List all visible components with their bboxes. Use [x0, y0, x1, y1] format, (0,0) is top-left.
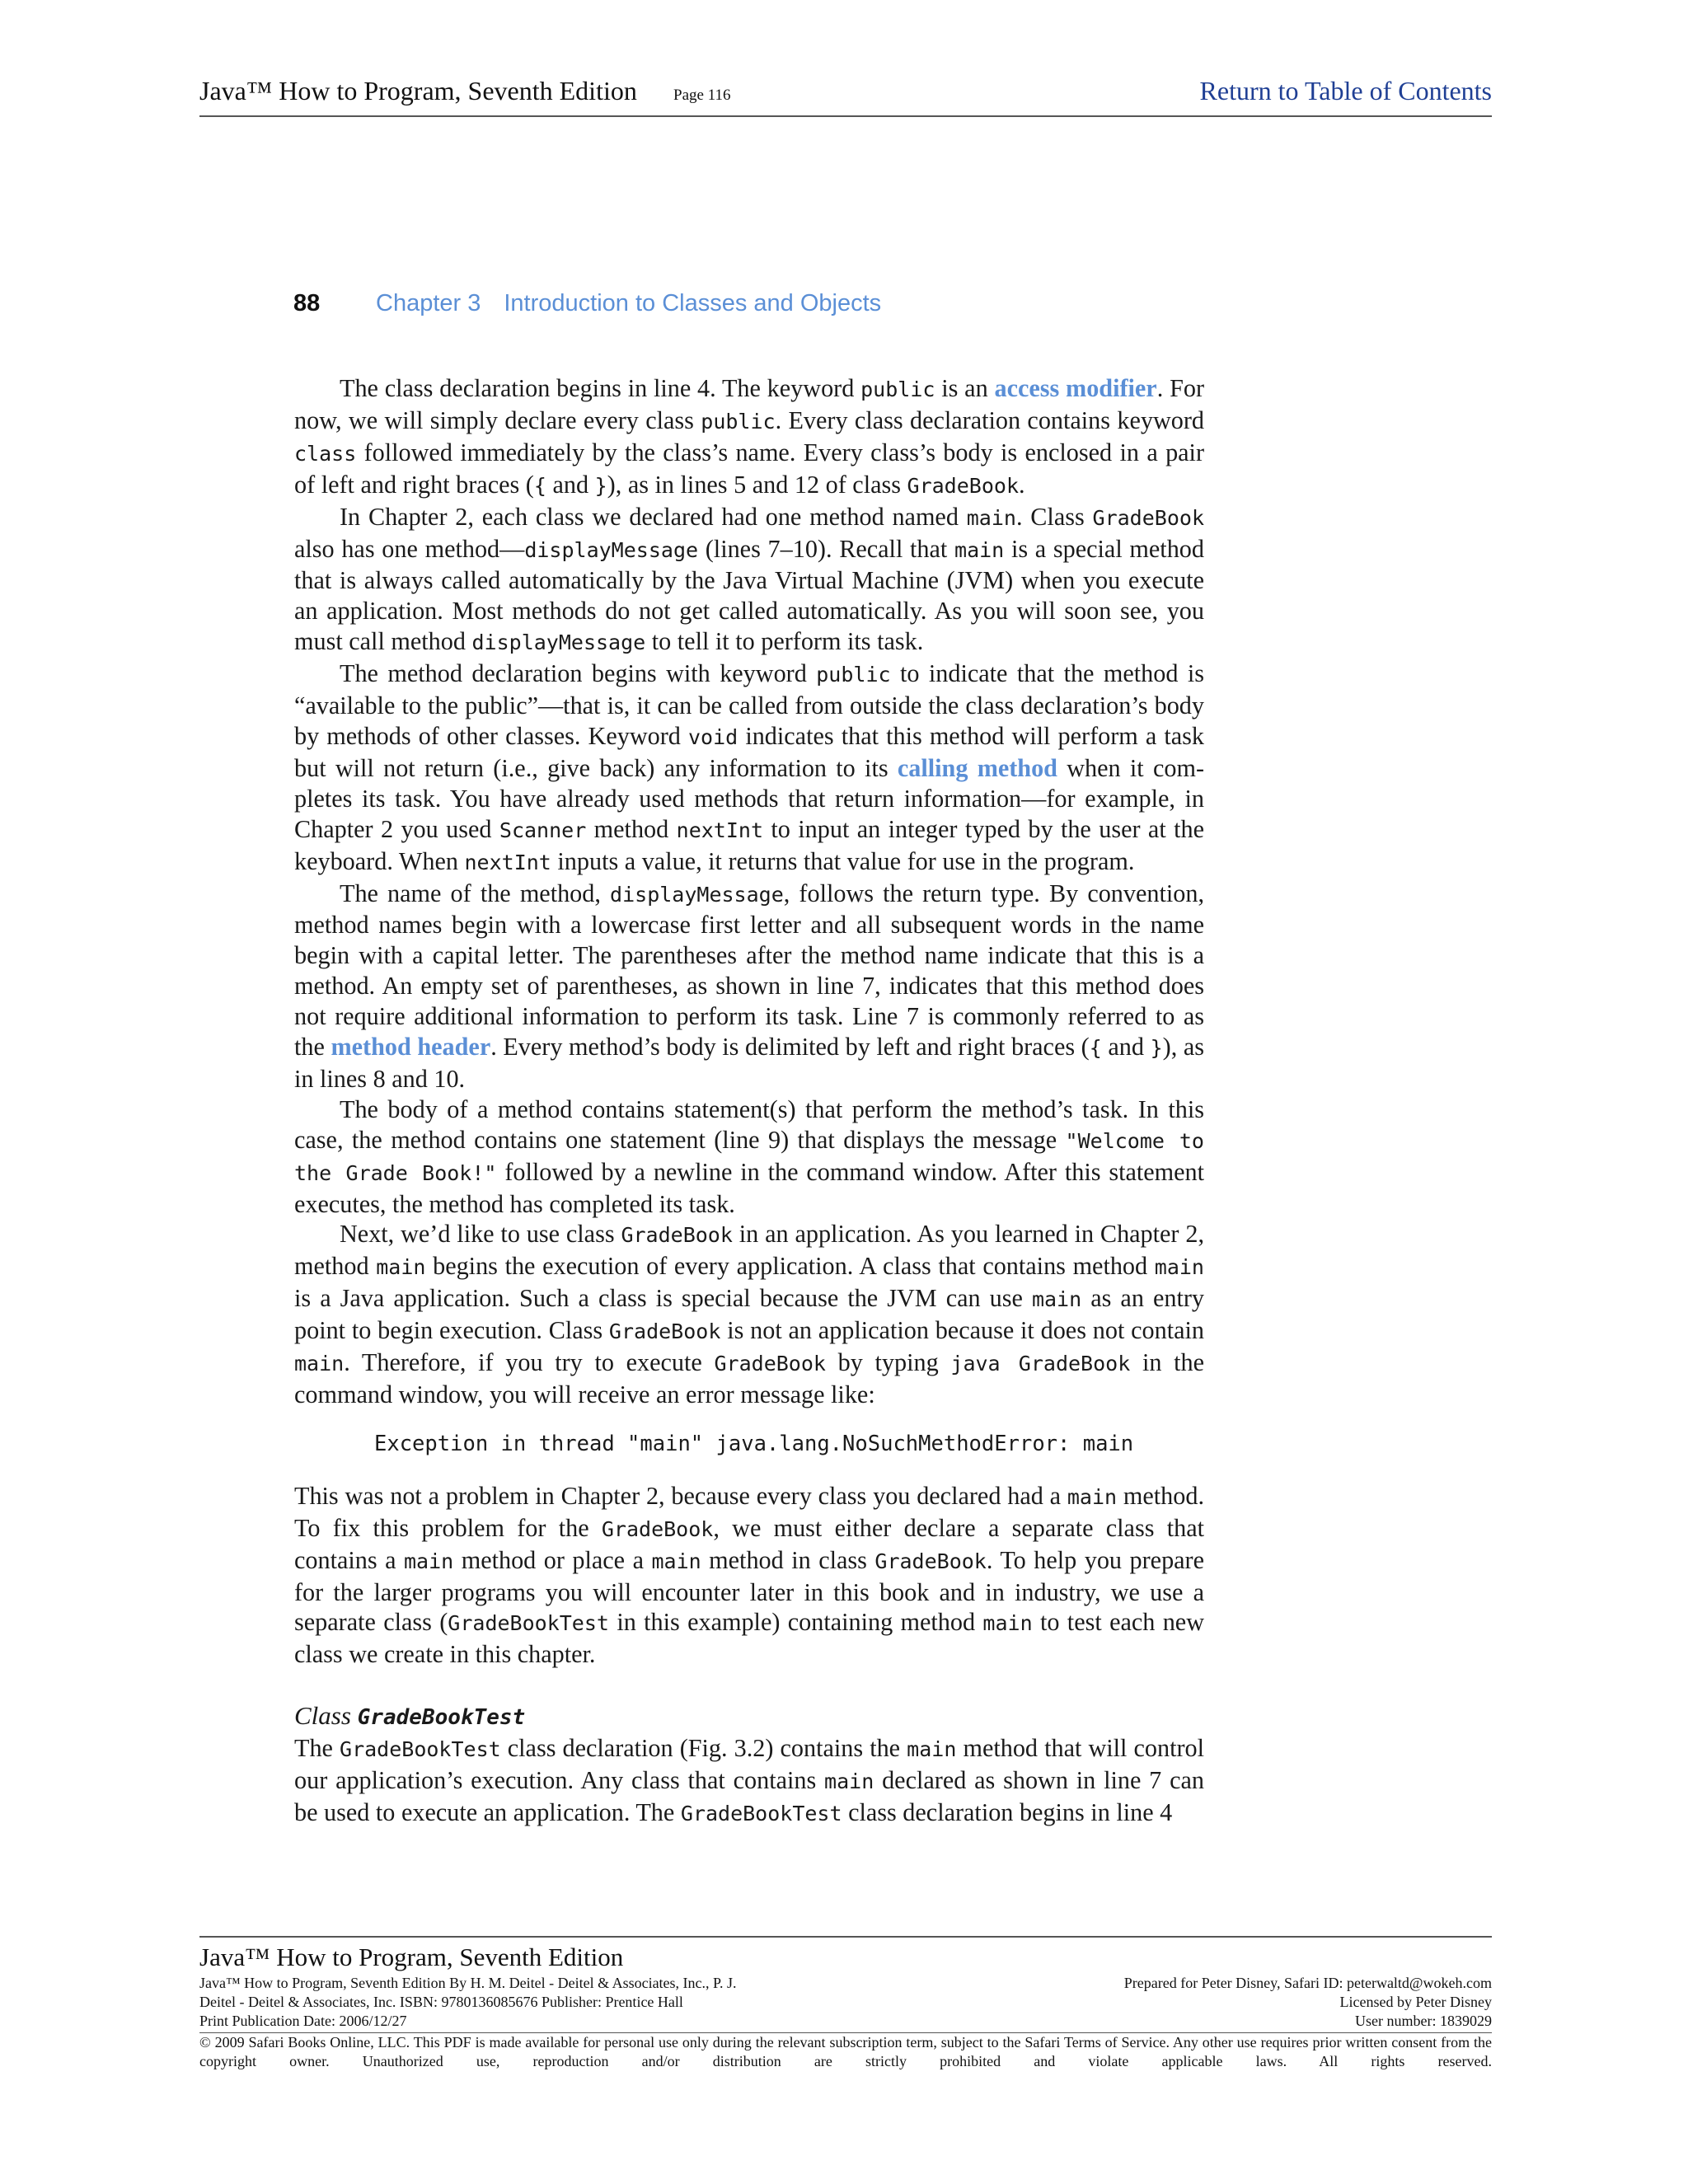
footer-meta-left: Print Publication Date: 2006/12/27	[199, 2013, 407, 2029]
inline-code: displayMessage	[471, 630, 646, 655]
inline-code: displayMessage	[610, 882, 784, 907]
key-term: method header	[331, 1033, 491, 1062]
footer-title: Java™ How to Program, Seventh Edition	[199, 1943, 624, 1971]
key-term: access modifier	[994, 374, 1157, 402]
inline-code: }	[594, 473, 607, 498]
body-text	[294, 373, 1204, 1830]
footer-meta-right: Prepared for Peter Disney, Safari ID: peterwaltd@wokeh.com	[1123, 1975, 1492, 1991]
paragraph: The class declaration begins in line 4. The keyword public is an access modifier. For now, we will simply declare every class public. Every class declaration contains keyword class followed immediately by the class’s name. Every class’s body is enclosed in a pair of left and right braces ({ and }), as in lines 5 and 12 of class GradeBook.	[294, 374, 1205, 499]
inline-code: public	[816, 663, 891, 687]
footer-meta-row	[199, 1974, 1492, 1993]
page-label: Page 116	[673, 87, 731, 104]
inline-code: main	[651, 1549, 701, 1573]
inline-code: nextInt	[464, 850, 551, 874]
inline-code: nextInt	[676, 818, 763, 842]
inline-code: {	[533, 473, 546, 498]
inline-code: GradeBookTest	[340, 1737, 501, 1762]
code-example: Exception in thread "main" java.lang.NoSuchMethodError: main	[374, 1431, 1134, 1456]
page-number: 88	[293, 290, 321, 316]
section-subheading	[294, 1701, 1204, 1733]
inline-code: java GradeBook	[950, 1352, 1131, 1376]
inline-code: displayMessage	[524, 537, 699, 562]
paragraph: Next, we’d like to use class GradeBook in an application. As you learned in Chapter 2, method main begins the execution of every application. A class that contains method main is a Java application. Such a class is special because the JVM can use main as an entry point to begin execution. Class GradeBook is not an application because it does not contain main. Therefore, if you try to execute GradeBook by typing java GradeBook in the command window, you will receive an error message like:	[294, 1220, 1205, 1408]
toc-link[interactable]: Return to Table of Contents	[1199, 76, 1492, 105]
inline-code: class	[294, 441, 357, 466]
key-term: calling method	[897, 753, 1057, 782]
inline-code: }	[1150, 1036, 1163, 1061]
book-title: Java™ How to Program, Seventh Edition	[199, 76, 637, 105]
inline-code: main	[1067, 1484, 1118, 1509]
inline-code: main	[982, 1611, 1033, 1636]
chapter-heading	[293, 290, 881, 323]
inline-code: main	[907, 1737, 957, 1762]
paragraph: The method declaration begins with keyword public to indicate that the method is “available to the public”—that is, it can be called from outside the class declaration’s body by methods of other classes. Keyword void indicates that this method will perform a task but will not return (i.e., give back) any information to its calling method when it completes its task. You have already used methods that return information—for example, in Chapter 2 you used Scanner method nextInt to input an integer typed by the user at the keyboard. When nextInt inputs a value, it returns that value for use in the program.	[294, 659, 1205, 875]
paragraph: This was not a problem in Chapter 2, because every class you declared had a main method. To fix this problem for the GradeBook, we must either declare a separate class that contains a main method or place a main method in class GradeBook. To help you prepare for the larger programs you will encounter later in this book and in industry, we use a separate class (GradeBookTest in this example) containing method main to test each new class we create in this chapter.	[294, 1481, 1205, 1669]
inline-code: public	[701, 409, 776, 434]
inline-code: void	[688, 724, 738, 749]
subheading-prefix: Class	[294, 1701, 351, 1731]
inline-code: main	[376, 1255, 426, 1280]
footer-meta-right: User number: 1839029	[1355, 2013, 1492, 2029]
copyright-notice: © 2009 Safari Books Online, LLC. This PDF is made available for personal use only during the relevant subscription term, subject to the Safari Terms of Service. Any other use requires prior written consent from the copyright owner. Unauthorized use, reproduction and/or distribution are strictly prohibited and violate applicable laws. All rights reserved.	[199, 2034, 1492, 2069]
footer-meta-left: Deitel - Deitel & Associates, Inc. ISBN: 9780136085676 Publisher: Prentice Hall	[199, 1994, 683, 2010]
inline-code: {	[1089, 1036, 1102, 1061]
paragraph: The name of the method, displayMessage, follows the return type. By convention, method names begin with a lowercase first letter and all subsequent words in the name begin with a capital letter. The parentheses after the method name indicate that this is a method. An empty set of parentheses, as shown in line 7, indicates that this method does not require additional information to perform its task. Line 7 is commonly referred to as the method header. Every method’s body is delimited by left and right braces ({ and }), as in lines 8 and 10.	[294, 879, 1204, 1093]
inline-code: GradeBook	[907, 473, 1019, 498]
inline-code: main	[1031, 1287, 1082, 1312]
inline-code: GradeBook	[601, 1516, 714, 1541]
inline-code: "Welcome to the Grade Book!"	[294, 1128, 1204, 1185]
inline-code: GradeBook	[714, 1352, 826, 1376]
footer-meta-right: Licensed by Peter Disney	[1339, 1994, 1492, 2010]
inline-code: main	[954, 537, 1005, 562]
inline-code: GradeBook	[1092, 505, 1204, 530]
inline-code: GradeBook	[608, 1319, 721, 1344]
page-header	[199, 76, 1492, 117]
inline-code: GradeBook	[874, 1549, 987, 1573]
inline-code: GradeBookTest	[680, 1801, 842, 1825]
paragraph: The body of a method contains statement(s) that perform the method’s task. In this case, the method contains one statement (line 9) that displays the message "Welcome to the Grade Book!" followed by a newline in the command window. After this statement executes, the method has completed its task.	[294, 1094, 1205, 1218]
inline-code: main	[966, 505, 1016, 530]
inline-code: public	[860, 377, 935, 401]
inline-code: main	[1154, 1255, 1204, 1280]
inline-code: main	[294, 1352, 345, 1376]
chapter-label: Chapter 3	[376, 290, 481, 316]
page-footer	[199, 1936, 1492, 2071]
inline-code: GradeBook	[621, 1223, 733, 1248]
paragraph: In Chapter 2, each class we declared had one method named main. Class GradeBook also has one method—displayMessage (lines 7–10). Recall that main is a special method that is always called automatically by the Java Virtual Machine (JVM) when you execute an application. Most methods do not get called automatically. As you will soon see, you must call method displayMessage to tell it to perform its task.	[294, 502, 1204, 656]
inline-code: main	[404, 1549, 454, 1573]
footer-meta-row	[199, 2012, 1492, 2031]
inline-code: main	[824, 1769, 874, 1794]
footer-meta-left: Java™ How to Program, Seventh Edition By H. M. Deitel - Deitel & Associates, Inc., P. J.	[199, 1975, 737, 1991]
chapter-title: Introduction to Classes and Objects	[504, 290, 882, 316]
paragraph: The GradeBookTest class declaration (Fig. 3.2) contains the main method that will control our application’s execution. Any class that contains main declared as shown in line 7 can be used to execute an application. The GradeBookTest class declaration begins in line 4	[294, 1734, 1204, 1826]
inline-code: GradeBookTest	[448, 1611, 609, 1636]
subheading-code: GradeBookTest	[357, 1705, 526, 1731]
footer-meta-row	[199, 1993, 1492, 2012]
inline-code: Scanner	[499, 818, 587, 842]
